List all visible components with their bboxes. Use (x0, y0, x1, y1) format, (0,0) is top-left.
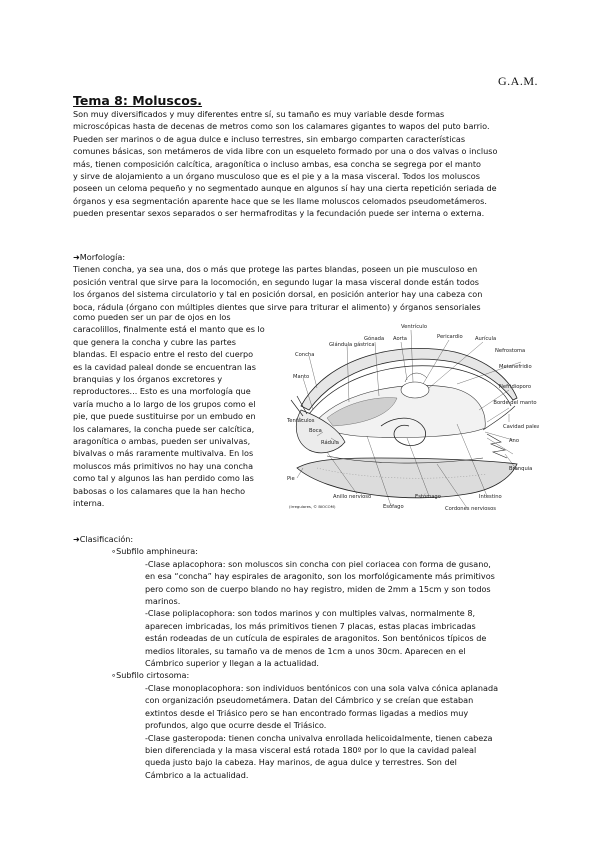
clase-text-line: queda justo bajo la cabeza. Hay marinos, de agua dulce y terrestres. Son del (145, 757, 457, 768)
text-line: babosas o los calamares que la han hecho (73, 485, 246, 496)
label-boca: Boca (309, 428, 322, 434)
text-line: varía mucho a lo largo de los grupos como el (73, 398, 256, 409)
text-line: los calamares, la concha puede ser calcítica, (73, 423, 255, 434)
label-borde-manto: Borde del manto (493, 400, 537, 406)
label-radula: Rádula (321, 440, 339, 446)
text-line: aragonítica o ambas, pueden ser univalvas, (73, 436, 251, 447)
text-line: pueden presentar sexos separados o ser hermafroditas y la fecundación puede ser interna o externa. (73, 208, 485, 219)
label-auricula: Aurícula (475, 336, 497, 342)
clase-text-line: Cámbrico a la actualidad. (145, 769, 249, 780)
text-line: blandas. El espacio entre el resto del cuerpo (73, 349, 254, 360)
clase-text-line: extintos desde el Triásico pero se han encontrado formas ligadas a medios muy (145, 707, 469, 718)
text-line: es la cavidad paleal donde se encuentran las (73, 361, 256, 372)
morfologia-column-text (73, 311, 285, 510)
label-credit: (Irregulares, © BIOCOM) (289, 504, 336, 509)
label-ano: Ano (509, 438, 520, 444)
label-tentaculos: Tentáculos (287, 418, 315, 424)
label-anillo: Anillo nervioso (333, 494, 372, 500)
label-branquia: Branquia (509, 466, 533, 472)
label-ventriculo: Ventrículo (401, 324, 427, 330)
text-line: caracolillos, finalmente está el manto que es lo (73, 324, 265, 335)
clase-text-line: profundos, algo que ocurre desde el Triásico. (145, 720, 327, 731)
text-line: branquias y los órganos excretores y (73, 374, 223, 385)
clase-text-line: en esa “concha” hay espirales de aragonito, son los morfológicamente más primitivos (145, 571, 495, 582)
text-line: boca, rádula (órgano con múltiples dientes que sirve para triturar el alimento) y órganos sensoriales (73, 301, 481, 312)
text-line: poseen un celoma pequeño y no segmentado aunque en algunos sí hay una cierta repetición seriada de (73, 183, 497, 194)
label-pericardio: Pericardio (437, 334, 463, 340)
clase-text-line: -Clase monoplacophora: son individuos bentónicos con una sola valva cónica aplanada (145, 682, 499, 693)
label-aorta: Aorta (393, 336, 407, 342)
clase-text-line: aparecen imbricadas, los más primitivos tienen 7 placas, estas placas imbricadas (145, 620, 476, 631)
text-line: reproductores... Esto es una morfología que (73, 386, 251, 397)
label-concha: Concha (295, 352, 315, 358)
clase-text-line: -Clase aplacophora: son moluscos sin concha con piel coriacea con forma de gusano, (145, 558, 491, 569)
morfologia-section (73, 251, 528, 313)
clase-text-line: están rodeadas de un cutícula de espirales de aragonitos. Son bentónicos típicos de (145, 633, 487, 644)
text-line: microscópicas hasta de decenas de metros como son los calamares gigantes to wapos del puto barrio. (73, 121, 490, 132)
text-line: órganos y esa segmentación aparente hace que se les llame moluscos celomados pseudometámeros. (73, 195, 487, 206)
label-cavidad-paleal: Cavidad paleal (503, 424, 539, 430)
clase-text-line: pero como son de cuerpo blando no hay registro, miden de 2mm a 15cm y son todos (145, 583, 491, 594)
text-line: los órganos del sistema circulatorio y tal en posición dorsal, en posición anterior hay una cabeza con (73, 289, 483, 300)
clase-text-line: Cámbrico superior y llegan a la actualidad. (145, 658, 320, 669)
subfilo-heading: ∘Subfilo cirtosoma: (111, 670, 190, 681)
label-nefridioporo: Nefridioporo (499, 384, 532, 390)
section-heading-morfologia: ➜Morfología: (73, 252, 126, 262)
text-line: como tal y algunos las han perdido como las (73, 473, 254, 484)
label-pie: Pie (287, 476, 295, 482)
clase-text-line: -Clase poliplacophora: son todos marinos y con multiples valvas, normalmente 8, (145, 608, 476, 619)
page-title: Tema 8: Moluscos. (73, 93, 203, 108)
intro-paragraph (73, 108, 528, 220)
text-line: y sirve de alojamiento a un órgano musculoso que es el pie y a la masa visceral. Todos los moluscos (73, 171, 480, 182)
text-line: bivalvas o más raramente multivalva. En los (73, 448, 254, 459)
foot-shape (297, 458, 517, 498)
text-line: interna. (73, 498, 105, 509)
subfilo-heading: ∘Subfilo amphineura: (111, 546, 198, 557)
section-heading-clasificacion: ➜Clasificación: (73, 534, 134, 544)
anatomy-diagram (287, 318, 539, 514)
label-glandula: Glándula gástrica (329, 342, 375, 348)
text-line: comunes básicas, son metámeros de vida libre con un esqueleto formado por una o dos valvas o incluso (73, 146, 498, 157)
label-cordones: Cordones nerviosos (445, 506, 497, 512)
clase-text-line: medios litorales, su tamaño va de menos de 1cm a unos 30cm. Aparecen en el (145, 645, 466, 656)
author-initials: G.A.M. (497, 74, 538, 88)
clasificacion-lines (73, 545, 528, 781)
text-line: como pueden ser un par de ojos en los (73, 312, 231, 322)
label-esofago: Esófago (383, 504, 404, 510)
text-line: Tienen concha, ya sea una, dos o más que protege las partes blandas, poseen un pie musculoso en (73, 264, 478, 275)
clase-text-line: -Clase gasteropoda: tienen concha univalva enrollada helicoidalmente, tienen cabeza (145, 732, 493, 743)
text-line: Pueden ser marinos o de agua dulce e incluso terrestres, sin embargo comparten características (73, 133, 466, 144)
text-line: más, tienen composición calcítica, aragonítica o incluso ambas, esa concha se segrega por el manto (73, 158, 482, 169)
label-nefrostoma: Nefrostoma (495, 348, 526, 354)
text-line: que genera la concha y cubre las partes (73, 336, 236, 347)
text-line: posición ventral que sirve para la locomoción, en segundo lugar la masa visceral donde están todos (73, 276, 480, 287)
clase-text-line: marinos. (145, 596, 181, 607)
text-line: pie, que puede sustituirse por un embudo en (73, 411, 256, 422)
clase-text-line: con organización pseudometámera. Datan del Cámbrico y se creían que estaban (145, 695, 474, 706)
clasificacion-section (73, 533, 528, 781)
label-gonada: Gónada (364, 336, 385, 342)
label-manto: Manto (293, 374, 310, 380)
text-line: Son muy diversificados y muy diferentes entre sí, su tamaño es muy variable desde formas (73, 109, 445, 119)
label-metanefridio: Metanefridio (499, 364, 532, 370)
label-intestino: Intestino (479, 494, 502, 500)
label-estomago: Estómago (415, 494, 441, 500)
heart-shape (401, 382, 429, 398)
clase-text-line: bien diferenciada y la masa visceral está rotada 180º por lo que la cavidad paleal (145, 744, 477, 755)
text-line: moluscos más primitivos no hay una concha (73, 460, 254, 471)
aorta-shape (405, 373, 427, 382)
mollusc-anatomy-figure (287, 318, 539, 514)
